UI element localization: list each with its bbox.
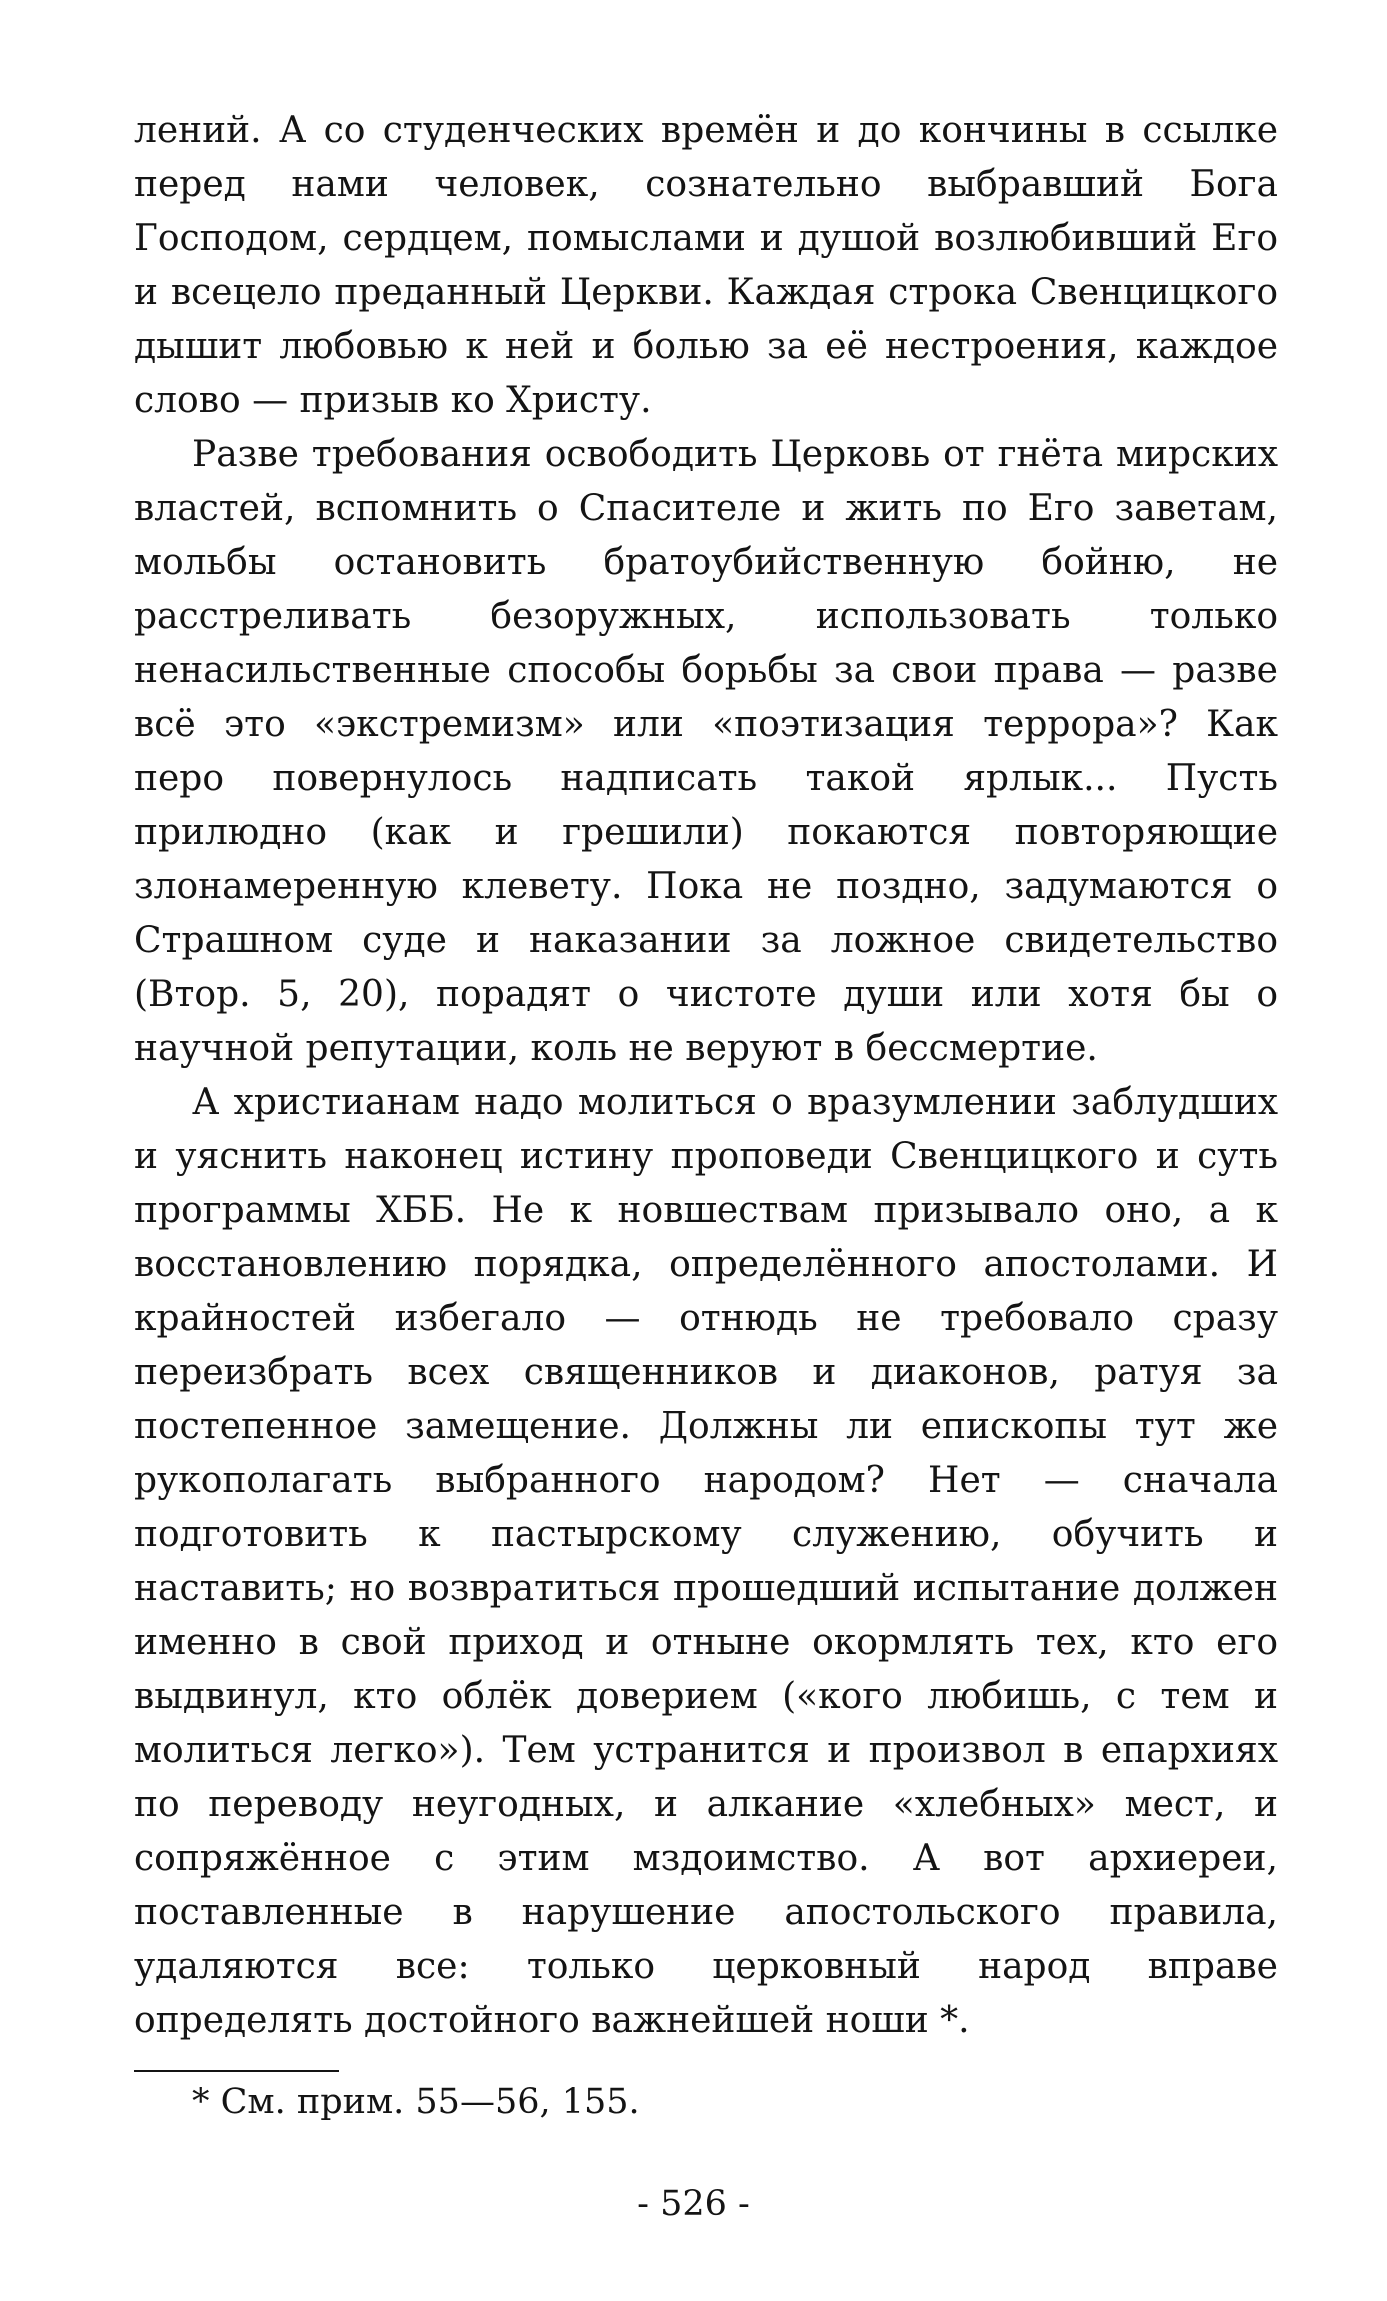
footnote: * См. прим. 55—56, 155. (192, 2082, 640, 2122)
paragraph-1: лений. А со студенческих времён и до кончины в ссылке перед нами человек, сознательно выбравший Бога Господом, сердцем, помыслами и душой возлюбивший Его и всецело преданный Церкви. Каждая строка Свенцицкого дышит любовью к ней и болью за её нестроения, каждое слово — призыв ко Христу. (134, 110, 1278, 421)
footnote-divider (134, 2070, 339, 2072)
paragraph-2: Разве требования освободить Церковь от гнёта мирских властей, вспомнить о Спасителе и жить по Его заветам, мольбы остановить братоубийственную бойню, не расстреливать безоружных, использовать только ненасильственные способы борьбы за свои права — разве всё это «экстремизм» или «поэтизация террора»? Как перо повернулось надписать такой ярлык... Пусть прилюдно (как и грешили) покаются повторяющие злонамеренную клевету. Пока не поздно, задумаются о Страшном суде и наказании за ложное свидетельство (Втор. 5, 20), порадят о чистоте души или хотя бы о научной репутации, коль не веруют в бессмертие. (134, 434, 1278, 1069)
main-text (134, 104, 1278, 2048)
page-number: - 526 - (637, 2184, 750, 2224)
paragraph-3: А христианам надо молиться о вразумлении заблудших и уяснить наконец истину проповеди Свенцицкого и суть программы ХББ. Не к новшествам призывало оно, а к восстановлению порядка, определённого апостолами. И крайностей избегало — отнюдь не требовало сразу переизбрать всех священников и диаконов, ратуя за постепенное замещение. Должны ли епископы тут же рукополагать выбранного народом? Нет — сначала подготовить к пастырскому служению, обучить и наставить; но возвратиться прошедший испытание должен именно в свой приход и отныне окормлять тех, кто его выдвинул, кто облёк доверием («кого любишь, с тем и молиться легко»). Тем устранится и произвол в епархиях по переводу неугодных, и алкание «хлебных» мест, и сопряжённое с этим мздоимство. А вот архиереи, поставленные в нарушение апостольского правила, удаляются все: только церковный народ вправе определять достойного важнейшей ноши *. (134, 1082, 1278, 2041)
